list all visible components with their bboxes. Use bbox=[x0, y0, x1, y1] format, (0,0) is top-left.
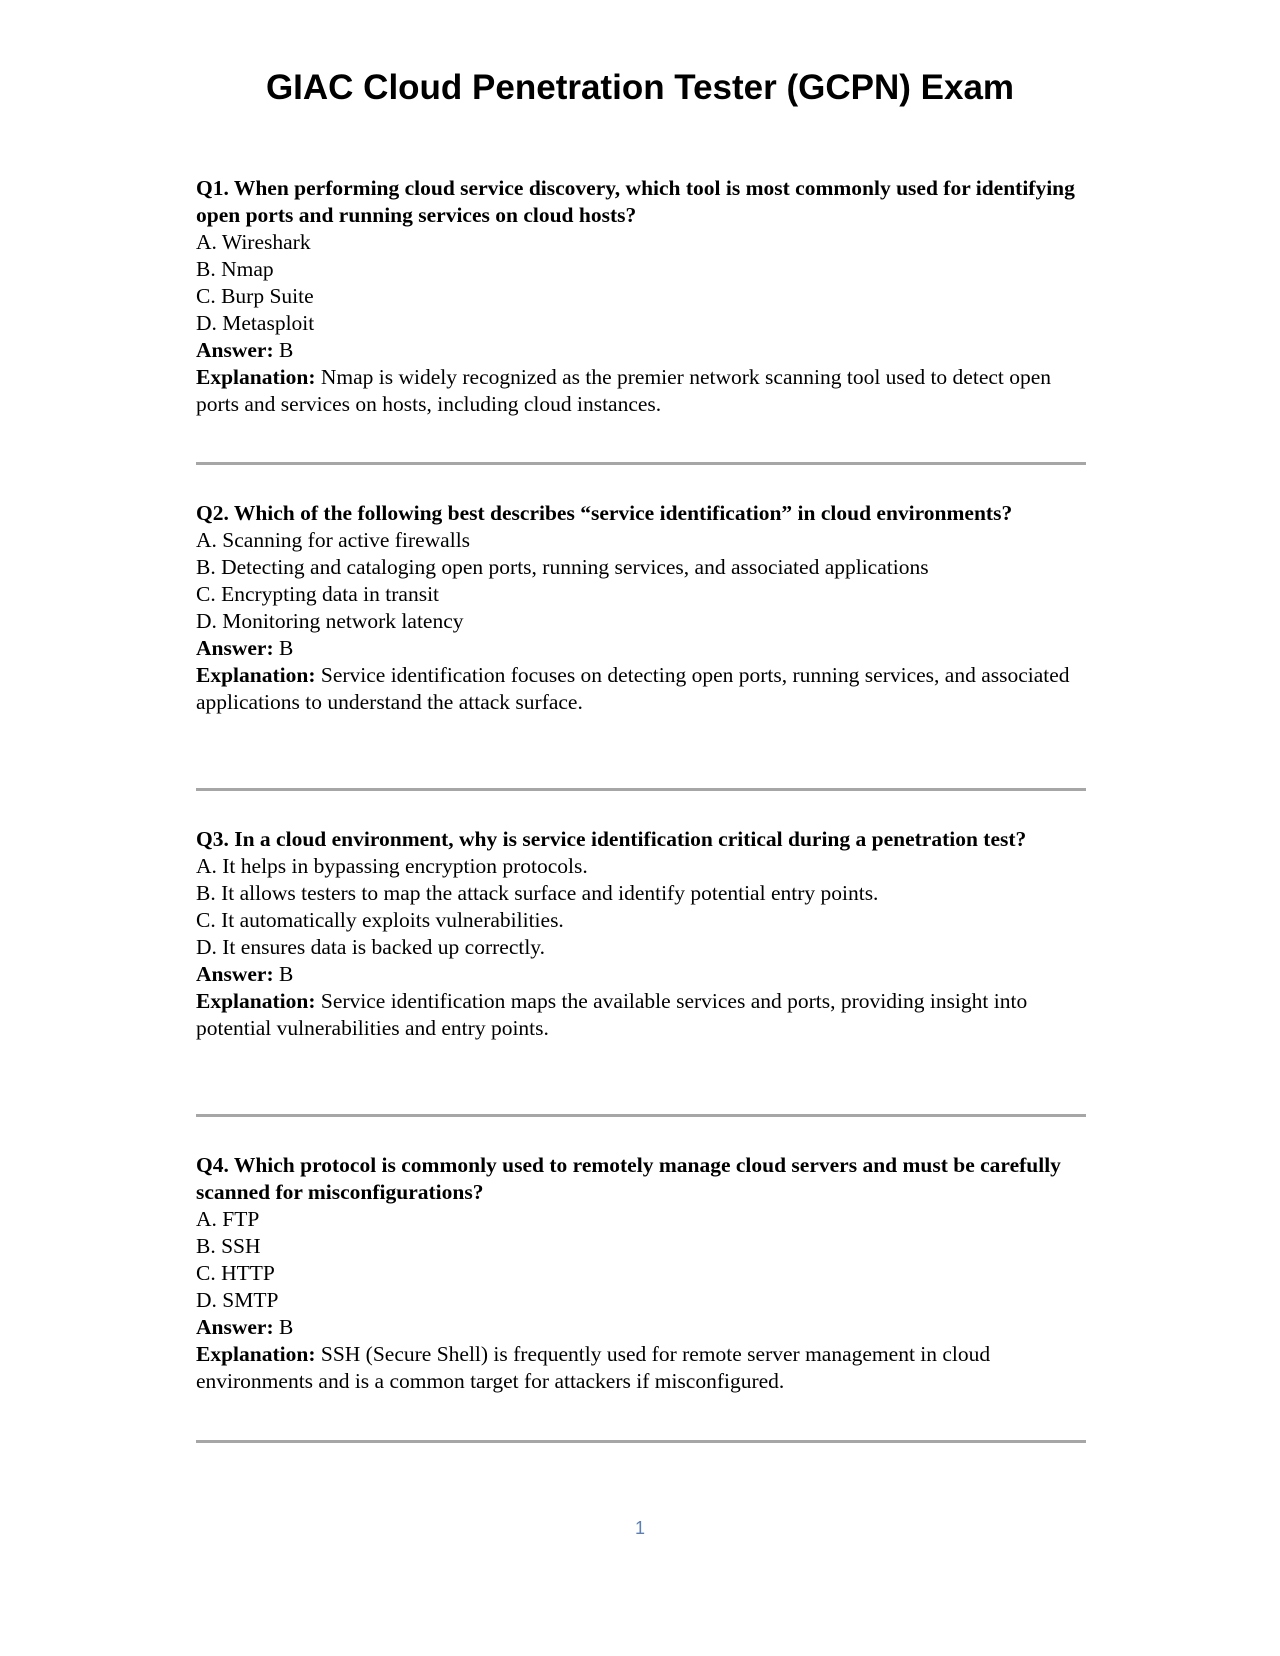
option-c: C. Burp Suite bbox=[196, 284, 314, 308]
explanation-line bbox=[196, 662, 1086, 716]
answer-value: B bbox=[279, 962, 294, 986]
question-text: Q1. When performing cloud service discovery, which tool is most commonly used for identifying open ports and running services on cloud hosts? bbox=[196, 176, 1075, 227]
explanation-label: Explanation: bbox=[196, 365, 316, 389]
option-a: A. FTP bbox=[196, 1207, 260, 1231]
page-number: 1 bbox=[634, 1518, 645, 1538]
option-a: A. It helps in bypassing encryption protocols. bbox=[196, 854, 588, 878]
answer-value: B bbox=[279, 636, 294, 660]
question-block-4 bbox=[196, 1152, 1086, 1395]
option-b: B. It allows testers to map the attack surface and identify potential entry points. bbox=[196, 881, 879, 905]
option-a: A. Wireshark bbox=[196, 230, 311, 254]
option-b: B. Nmap bbox=[196, 257, 274, 281]
explanation-text: Service identification maps the available services and ports, providing insight into potential vulnerabilities and entry points. bbox=[196, 989, 1028, 1040]
explanation-label: Explanation: bbox=[196, 663, 316, 687]
question-text: Q3. In a cloud environment, why is service identification critical during a penetration test? bbox=[196, 827, 1027, 851]
answer-value: B bbox=[279, 338, 294, 362]
explanation-text: SSH (Secure Shell) is frequently used for remote server management in cloud environments and is a common target for attackers if misconfigured. bbox=[196, 1342, 991, 1393]
explanation-line bbox=[196, 1341, 1086, 1395]
explanation-line bbox=[196, 988, 1086, 1042]
explanation-text: Nmap is widely recognized as the premier network scanning tool used to detect open ports and services on hosts, including cloud instances. bbox=[196, 365, 1052, 416]
answer-label: Answer: bbox=[196, 962, 274, 986]
option-d: D. Metasploit bbox=[196, 311, 315, 335]
answer-line bbox=[196, 337, 1086, 364]
answer-line bbox=[196, 1314, 1086, 1341]
page-title: GIAC Cloud Penetration Tester (GCPN) Exam bbox=[265, 68, 1015, 107]
explanation-label: Explanation: bbox=[196, 989, 316, 1013]
answer-line bbox=[196, 635, 1086, 662]
option-c: C. It automatically exploits vulnerabilities. bbox=[196, 908, 564, 932]
answer-label: Answer: bbox=[196, 1315, 274, 1339]
section-divider bbox=[196, 1440, 1086, 1443]
section-divider bbox=[196, 1114, 1086, 1117]
question-block-1 bbox=[196, 175, 1086, 418]
explanation-line bbox=[196, 364, 1086, 418]
question-block-3 bbox=[196, 826, 1086, 1042]
explanation-text: Service identification focuses on detecting open ports, running services, and associated applications to understand the attack surface. bbox=[196, 663, 1070, 714]
question-text: Q2. Which of the following best describes “service identification” in cloud environments? bbox=[196, 501, 1013, 525]
question-text: Q4. Which protocol is commonly used to remotely manage cloud servers and must be carefully scanned for misconfigurations? bbox=[196, 1153, 1061, 1204]
explanation-label: Explanation: bbox=[196, 1342, 316, 1366]
option-c: C. HTTP bbox=[196, 1261, 275, 1285]
option-d: D. Monitoring network latency bbox=[196, 609, 464, 633]
section-divider bbox=[196, 462, 1086, 465]
answer-label: Answer: bbox=[196, 338, 274, 362]
answer-line bbox=[196, 961, 1086, 988]
option-b: B. Detecting and cataloging open ports, running services, and associated applications bbox=[196, 555, 929, 579]
question-block-2 bbox=[196, 500, 1086, 716]
section-divider bbox=[196, 788, 1086, 791]
option-d: D. SMTP bbox=[196, 1288, 279, 1312]
option-b: B. SSH bbox=[196, 1234, 261, 1258]
option-d: D. It ensures data is backed up correctly. bbox=[196, 935, 546, 959]
answer-value: B bbox=[279, 1315, 294, 1339]
answer-label: Answer: bbox=[196, 636, 274, 660]
option-c: C. Encrypting data in transit bbox=[196, 582, 440, 606]
option-a: A. Scanning for active firewalls bbox=[196, 528, 471, 552]
